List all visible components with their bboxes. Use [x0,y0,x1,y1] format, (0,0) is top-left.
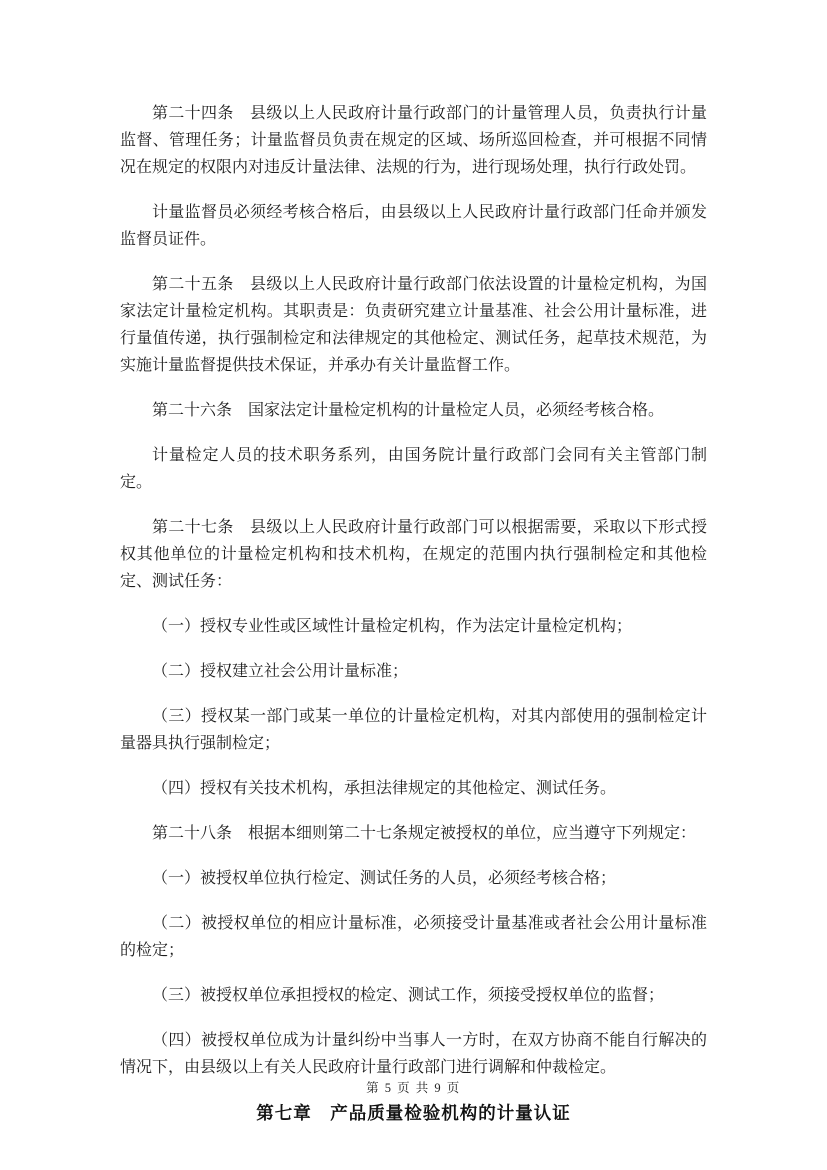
list-item-28-1: （一）被授权单位执行检定、测试任务的人员，必须经考核合格； [152,870,617,887]
list-item-28-3: （三）被授权单位承担授权的检定、测试工作，须接受授权单位的监督； [152,987,665,1004]
list-item-27-2: （二）授权建立社会公用计量标准； [152,663,409,680]
paragraph-article-26: 第二十六条 国家法定计量检定机构的计量检定人员，必须经考核合格。 [152,402,665,419]
document-body [120,100,707,1127]
paragraph-supervisor-certificate: 计量监督员必须经考核合格后，由县级以上人民政府计量行政部门任命并颁发监督员证件。 [120,204,707,248]
chapter-heading: 第七章 产品质量检验机构的计量认证 [256,1103,571,1123]
list-item-27-4: （四）授权有关技术机构，承担法律规定的其他检定、测试任务。 [152,780,617,797]
page-footer: 第 5 页 共 9 页 [366,1081,461,1095]
paragraph-article-27: 第二十七条 县级以上人民政府计量行政部门可以根据需要，采取以下形式授权其他单位的计量检定机构和技术机构，在规定的范围内执行强制检定和其他检定、测试任务： [120,519,707,590]
list-item-27-3: （三）授权某一部门或某一单位的计量检定机构，对其内部使用的强制检定计量器具执行强制检定； [120,708,707,752]
paragraph-article-24: 第二十四条 县级以上人民政府计量行政部门的计量管理人员，负责执行计量监督、管理任务；计量监督员负责在规定的区域、场所巡回检查，并可根据不同情况在规定的权限内对违反计量法律、法规的行为，进行现场处理，执行行政处罚。 [120,105,707,176]
list-item-28-2: （二）被授权单位的相应计量标准，必须接受计量基准或者社会公用计量标准的检定； [120,915,707,959]
paragraph-article-28: 第二十八条 根据本细则第二十七条规定被授权的单位，应当遵守下列规定： [152,825,697,842]
paragraph-technical-titles: 计量检定人员的技术职务系列，由国务院计量行政部门会同有关主管部门制定。 [120,447,707,491]
paragraph-article-25: 第二十五条 县级以上人民政府计量行政部门依法设置的计量检定机构，为国家法定计量检定机构。其职责是：负责研究建立计量基准、社会公用计量标准，进行量值传递，执行强制检定和法律规定的其他检定、测试任务，起草技术规范，为实施计量监督提供技术保证，并承办有关计量监督工作。 [120,276,707,374]
list-item-27-1: （一）授权专业性或区域性计量检定机构，作为法定计量检定机构； [152,618,633,635]
list-item-28-4: （四）被授权单位成为计量纠纷中当事人一方时，在双方协商不能自行解决的情况下，由县级以上有关人民政府计量行政部门进行调解和仲裁检定。 [120,1032,707,1076]
